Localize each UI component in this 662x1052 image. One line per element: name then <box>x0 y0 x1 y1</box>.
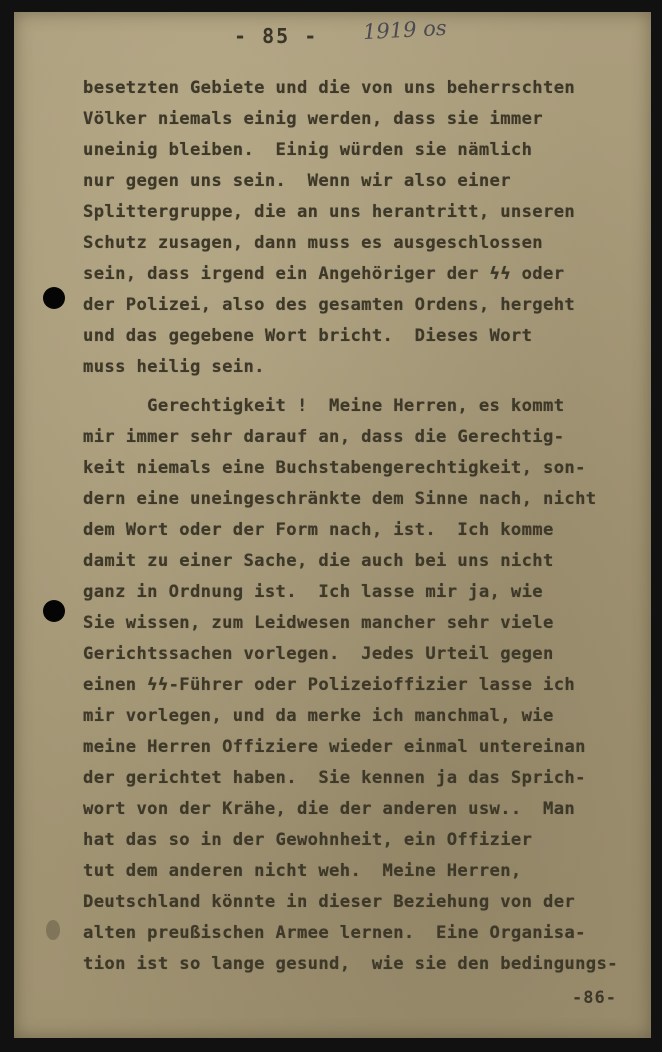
text-line: Gerichtssachen vorlegen. Jedes Urteil gegen <box>83 644 554 664</box>
text-line: Gerechtigkeit ! Meine Herren, es kommt <box>83 396 565 416</box>
text-line: Völker niemals einig werden, dass sie immer <box>83 109 544 129</box>
text-line: Splittergruppe, die an uns herantritt, unseren <box>83 202 576 222</box>
handwritten-note: 1919 os <box>362 15 448 45</box>
punch-hole <box>43 287 65 309</box>
text-line: einen ϟϟ-Führer oder Polizeioffizier lasse ich <box>83 675 576 695</box>
text-line: Schutz zusagen, dann muss es ausgeschlossen <box>83 233 544 253</box>
text-line: alten preußischen Armee lernen. Eine Organisa- <box>83 923 586 943</box>
text-line: tut dem anderen nicht weh. Meine Herren, <box>83 861 522 881</box>
text-line: ganz in Ordnung ist. Ich lasse mir ja, wie <box>83 582 544 602</box>
text-line: der Polizei, also des gesamten Ordens, hergeht <box>83 295 576 315</box>
text-line: keit niemals eine Buchstabengerechtigkeit, son- <box>83 458 586 478</box>
text-line: mir immer sehr darauf an, dass die Gerechtig- <box>83 427 565 447</box>
page-number: - 85 - <box>234 24 319 48</box>
text-line: uneinig bleiben. Einig würden sie nämlich <box>83 140 533 160</box>
text-line: sein, dass irgend ein Angehöriger der ϟϟ oder <box>83 264 565 284</box>
text-line: mir vorlegen, und da merke ich manchmal, wie <box>83 706 554 726</box>
text-line: muss heilig sein. <box>83 357 265 377</box>
text-line: damit zu einer Sache, die auch bei uns nicht <box>83 551 554 571</box>
text-line: Deutschland könnte in dieser Beziehung von der <box>83 892 576 912</box>
text-line: meine Herren Offiziere wieder einmal untereinan <box>83 737 586 757</box>
text-line: besetzten Gebiete und die von uns beherrschten <box>83 78 576 98</box>
ink-smudge <box>46 920 60 940</box>
text-line: tion ist so lange gesund, wie sie den bedingungs- <box>83 954 618 974</box>
text-line: hat das so in der Gewohnheit, ein Offizier <box>83 830 533 850</box>
next-page-marker: -86- <box>572 988 617 1008</box>
text-line: der gerichtet haben. Sie kennen ja das Sprich- <box>83 768 586 788</box>
text-line: wort von der Krähe, die der anderen usw.. Man <box>83 799 576 819</box>
text-line: Sie wissen, zum Leidwesen mancher sehr viele <box>83 613 554 633</box>
punch-hole <box>43 600 65 622</box>
text-line: nur gegen uns sein. Wenn wir also einer <box>83 171 511 191</box>
text-line: dern eine uneingeschränkte dem Sinne nach, nicht <box>83 489 597 509</box>
text-line: und das gegebene Wort bricht. Dieses Wort <box>83 326 533 346</box>
text-line: dem Wort oder der Form nach, ist. Ich komme <box>83 520 554 540</box>
